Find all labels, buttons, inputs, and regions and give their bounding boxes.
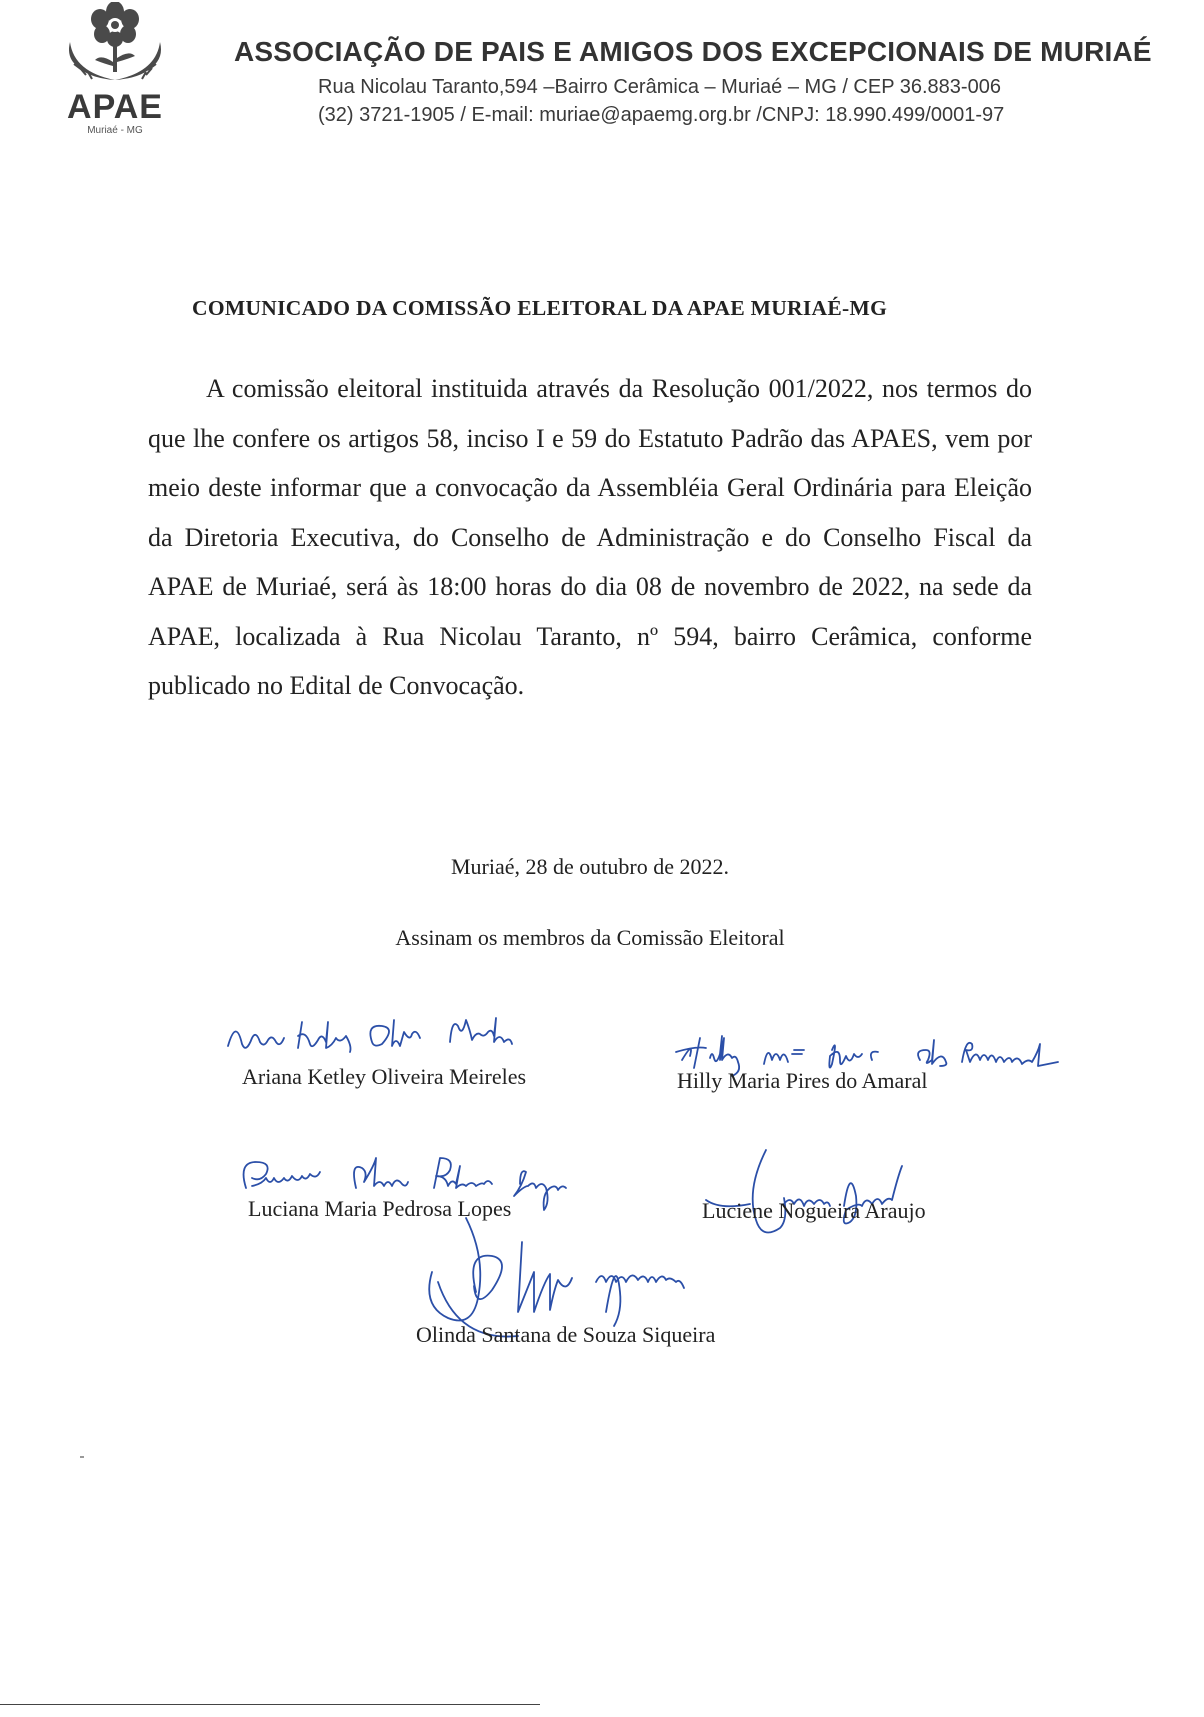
- apae-flower-hands-icon: [60, 2, 170, 92]
- apae-logo: [60, 2, 170, 138]
- document-body: A comissão eleitoral instituida através da Resolução 001/2022, nos termos do que lhe confere os artigos 58, inciso I e 59 do Estatuto Padrão das APAES, vem por meio deste informar que a convocação da Assembléia Geral Ordinária para Eleição da Diretoria Executiva, do Conselho de Administração e do Conselho Fiscal da APAE de Muriaé, será às 18:00 horas do dia 08 de novembro de 2022, na sede da APAE, localizada à Rua Nicolau Taranto, nº 594, bairro Cerâmica, conforme publicado no Edital de Convocação.: [148, 374, 1032, 700]
- signatory-name: Olinda Santana de Souza Siqueira: [416, 1322, 716, 1347]
- signatory-name: Ariana Ketley Oliveira Meireles: [242, 1064, 527, 1089]
- signatory-name: Luciene Nogueira Araujo: [702, 1198, 926, 1223]
- signed-by-line: Assinam os membros da Comissão Eleitoral: [395, 925, 785, 950]
- signatory-name: Luciana Maria Pedrosa Lopes: [248, 1196, 512, 1221]
- logo-city-text: Muriaé - MG: [87, 125, 143, 136]
- scan-artifact: [80, 1456, 84, 1458]
- logo-brand-text: APAE: [67, 88, 163, 126]
- document-title: COMUNICADO DA COMISSÃO ELEITORAL DA APAE MURIAÉ-MG: [192, 296, 888, 320]
- organization-address: Rua Nicolau Taranto,594 –Bairro Cerâmica – Muriaé – MG / CEP 36.883-006: [318, 76, 1001, 98]
- date-line: Muriaé, 28 de outubro de 2022.: [451, 854, 729, 879]
- page-bottom-rule: [0, 1704, 540, 1705]
- organization-contact: (32) 3721-1905 / E-mail: muriae@apaemg.org.br /CNPJ: 18.990.499/0001-97: [318, 104, 1005, 126]
- letterhead: [0, 0, 1204, 150]
- organization-name: ASSOCIAÇÃO DE PAIS E AMIGOS DOS EXCEPCIONAIS DE MURIAÉ: [234, 36, 1152, 67]
- signatory-name: Hilly Maria Pires do Amaral: [677, 1068, 928, 1093]
- signature-ariana: [224, 1012, 584, 1062]
